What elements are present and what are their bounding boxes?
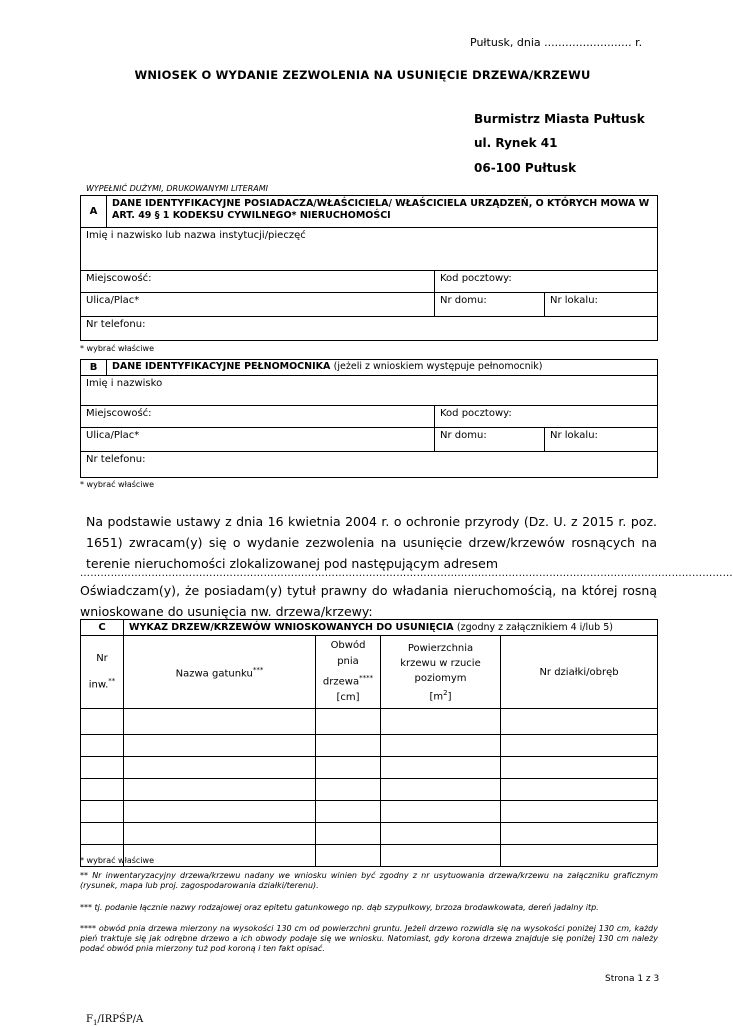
tree-cell[interactable]: [124, 823, 316, 845]
col-header-species: [124, 636, 316, 709]
proxy-flat-field[interactable]: [545, 428, 658, 452]
tree-cell[interactable]: [316, 845, 381, 867]
col-species-sup: ***: [252, 665, 264, 674]
owner-street-label: Ulica/Plac*: [86, 295, 140, 306]
col-nr-line2: inw.: [88, 679, 109, 691]
proxy-phone-label: Nr telefonu:: [86, 454, 146, 465]
col-header-nr: [81, 636, 124, 709]
tree-row: [81, 735, 658, 757]
tree-cell[interactable]: [501, 757, 658, 779]
proxy-city-field[interactable]: [81, 406, 435, 428]
tree-row: [81, 801, 658, 823]
proxy-street-label: Ulica/Plac*: [86, 430, 140, 441]
tree-cell[interactable]: [381, 779, 501, 801]
tree-cell[interactable]: [381, 757, 501, 779]
owner-street-field[interactable]: [81, 293, 435, 317]
tree-cell[interactable]: [501, 823, 658, 845]
tree-cell[interactable]: [124, 801, 316, 823]
section-b-table: [80, 359, 658, 478]
section-a-header: DANE IDENTYFIKACYJNE POSIADACZA/WŁAŚCICIELA/ WŁAŚCICIELA URZĄDZEŃ, O KTÓRYCH MOWA W ART. 49 § 1 KODEKSU CYWILNEGO* NIERUCHOMOŚCI: [107, 196, 658, 228]
proxy-house-field[interactable]: [435, 428, 545, 452]
tree-cell[interactable]: [501, 779, 658, 801]
col-area-unit: [m: [429, 690, 444, 702]
form-code-main: F: [86, 1014, 93, 1025]
addressee-city: 06-100 Pułtusk: [474, 161, 577, 175]
col-nr-sup: **: [108, 677, 116, 685]
section-b-footnote: * wybrać właściwe: [80, 480, 155, 489]
tree-cell[interactable]: [124, 735, 316, 757]
tree-cell[interactable]: [381, 845, 501, 867]
footnote-species-name: *** tj. podanie łącznie nazwy rodzajowej oraz epitetu gatunkowego np. dąb szypułkowy, brzoza brodawkowata, dereń jadalny itp.: [80, 903, 599, 912]
col-circ-line1: Obwód pnia: [330, 640, 366, 667]
addressee-name: Burmistrz Miasta Pułtusk: [474, 112, 645, 126]
section-c-footnote: * wybrać właściwe: [80, 856, 155, 865]
form-code-rest: /IRPŚP/A: [97, 1014, 144, 1025]
page-number: Strona 1 z 3: [605, 974, 660, 984]
tree-cell[interactable]: [316, 757, 381, 779]
tree-cell[interactable]: [124, 779, 316, 801]
section-b-header: [107, 360, 658, 376]
proxy-phone-field[interactable]: [81, 452, 658, 478]
tree-cell[interactable]: [316, 801, 381, 823]
proxy-flat-label: Nr lokalu:: [550, 430, 598, 441]
tree-cell[interactable]: [81, 709, 124, 735]
owner-city-field[interactable]: [81, 271, 435, 293]
tree-row: [81, 709, 658, 735]
section-c-header-note: (zgodny z załącznikiem 4 i/lub 5): [456, 621, 613, 633]
tree-cell[interactable]: [81, 735, 124, 757]
section-b-header-bold: DANE IDENTYFIKACYJNE PEŁNOMOCNIKA: [112, 361, 331, 372]
col-area-line1: Powierzchnia: [407, 642, 474, 654]
tree-row: [81, 845, 658, 867]
tree-row: [81, 823, 658, 845]
tree-cell[interactable]: [316, 779, 381, 801]
proxy-house-label: Nr domu:: [440, 430, 487, 441]
tree-cell[interactable]: [501, 801, 658, 823]
tree-cell[interactable]: [124, 757, 316, 779]
tree-row: [81, 779, 658, 801]
address-dotted-line[interactable]: …………………………………………………………………………………………………………………………………………………………………………: [80, 568, 733, 579]
section-c-letter: C: [81, 620, 124, 636]
col-area-sup: 2: [443, 688, 448, 697]
form-code-sub: 1: [92, 1019, 98, 1027]
tree-cell[interactable]: [81, 779, 124, 801]
form-code: [86, 1014, 143, 1027]
col-header-circumference: [316, 636, 381, 709]
col-area-line2: krzewu w rzucie: [400, 657, 481, 669]
section-a-letter: A: [81, 196, 107, 228]
tree-cell[interactable]: [81, 801, 124, 823]
col-species-label: Nazwa gatunku: [175, 667, 253, 679]
col-area-close: ]: [447, 690, 452, 702]
col-circ-line3: [cm]: [336, 692, 360, 704]
tree-cell[interactable]: [124, 709, 316, 735]
tree-cell[interactable]: [316, 823, 381, 845]
col-circ-line2: drzewa: [322, 676, 360, 688]
proxy-postal-label: Kod pocztowy:: [440, 408, 512, 419]
tree-cell[interactable]: [381, 801, 501, 823]
fill-instruction: WYPEŁNIĆ DUŻYMI, DRUKOWANYMI LITERAMI: [86, 184, 268, 193]
request-paragraph: Na podstawie ustawy z dnia 16 kwietnia 2004 r. o ochronie przyrody (Dz. U. z 2015 r. poz. 1651) zwracam(y) się o wydanie zezwolenia na usunięcie drzew/krzewów rosnących na terenie nieruchomości zlokalizowanej pod następującym adresem: [86, 514, 657, 571]
col-area-line3: poziomym: [414, 672, 467, 684]
section-c-header-bold: WYKAZ DRZEW/KRZEWÓW WNIOSKOWANYCH DO USUNIĘCIA: [129, 621, 454, 633]
ownership-declaration: Oświadczam(y), że posiadam(y) tytuł prawny do władania nieruchomością, na której rosną wnioskowane do usunięcia nw. drzewa/krzewy:: [80, 583, 657, 619]
footnote-inventory-number: ** Nr inwentaryzacyjny drzewa/krzewu nadany we wniosku winien być zgodny z nr usytuowania drzewa/krzewu na załączniku graficznym (rysunek, mapa lub proj. zagospodarowania działki/terenu).: [80, 871, 658, 890]
tree-cell[interactable]: [501, 735, 658, 757]
tree-cell[interactable]: [316, 735, 381, 757]
owner-house-label: Nr domu:: [440, 295, 487, 306]
section-a-footnote: * wybrać właściwe: [80, 344, 155, 353]
tree-cell[interactable]: [381, 709, 501, 735]
col-header-plot: [501, 636, 658, 709]
tree-cell[interactable]: [501, 709, 658, 735]
owner-house-field[interactable]: [435, 293, 545, 317]
owner-flat-field[interactable]: [545, 293, 658, 317]
section-b-header-note: (jeżeli z wnioskiem występuje pełnomocnik): [333, 361, 543, 372]
tree-cell[interactable]: [316, 709, 381, 735]
owner-postal-field[interactable]: [435, 271, 658, 293]
section-c-table: [80, 619, 658, 867]
col-nr-line1: Nr: [96, 653, 108, 664]
col-header-area: [381, 636, 501, 709]
tree-cell[interactable]: [81, 823, 124, 845]
section-c-header: [124, 620, 658, 636]
tree-cell[interactable]: [501, 845, 658, 867]
tree-cell[interactable]: [381, 735, 501, 757]
col-circ-sup: ****: [359, 674, 374, 682]
owner-phone-field[interactable]: [81, 317, 658, 341]
proxy-name-field[interactable]: [81, 376, 658, 406]
section-b-letter: B: [81, 360, 107, 376]
owner-postal-label: Kod pocztowy:: [440, 273, 512, 284]
col-plot-label: Nr działki/obręb: [539, 666, 619, 678]
owner-name-field[interactable]: [81, 228, 658, 271]
tree-row: [81, 757, 658, 779]
proxy-name-label: Imię i nazwisko: [86, 378, 163, 389]
proxy-city-label: Miejscowość:: [86, 408, 152, 419]
owner-phone-label: Nr telefonu:: [86, 319, 146, 330]
footnote-trunk-circumference: **** obwód pnia drzewa mierzony na wysokości 130 cm od powierzchni gruntu. Jeżeli drzewo rozwidla się na wysokości poniżej 130 cm, każdy pień traktuje się jak odrębne drzewo a ich obwody podaje się we wniosku. Natomiast, gdy korona drzewa znajduje się poniżej 130 cm należy podać obwód pnia mierzony tuż pod koroną i ten fakt opisać.: [80, 924, 658, 953]
tree-cell[interactable]: [381, 823, 501, 845]
place-date-line: Pułtusk, dnia ......................... r.: [470, 36, 643, 49]
owner-name-label: Imię i nazwisko lub nazwa instytucji/pieczęć: [86, 230, 306, 241]
addressee-street: ul. Rynek 41: [474, 136, 558, 150]
proxy-street-field[interactable]: [81, 428, 435, 452]
owner-city-label: Miejscowość:: [86, 273, 152, 284]
document-title: WNIOSEK O WYDANIE ZEZWOLENIA NA USUNIĘCIE DRZEWA/KRZEWU: [134, 68, 591, 82]
tree-cell[interactable]: [81, 757, 124, 779]
section-a-table: [80, 195, 658, 341]
proxy-postal-field[interactable]: [435, 406, 658, 428]
owner-flat-label: Nr lokalu:: [550, 295, 598, 306]
